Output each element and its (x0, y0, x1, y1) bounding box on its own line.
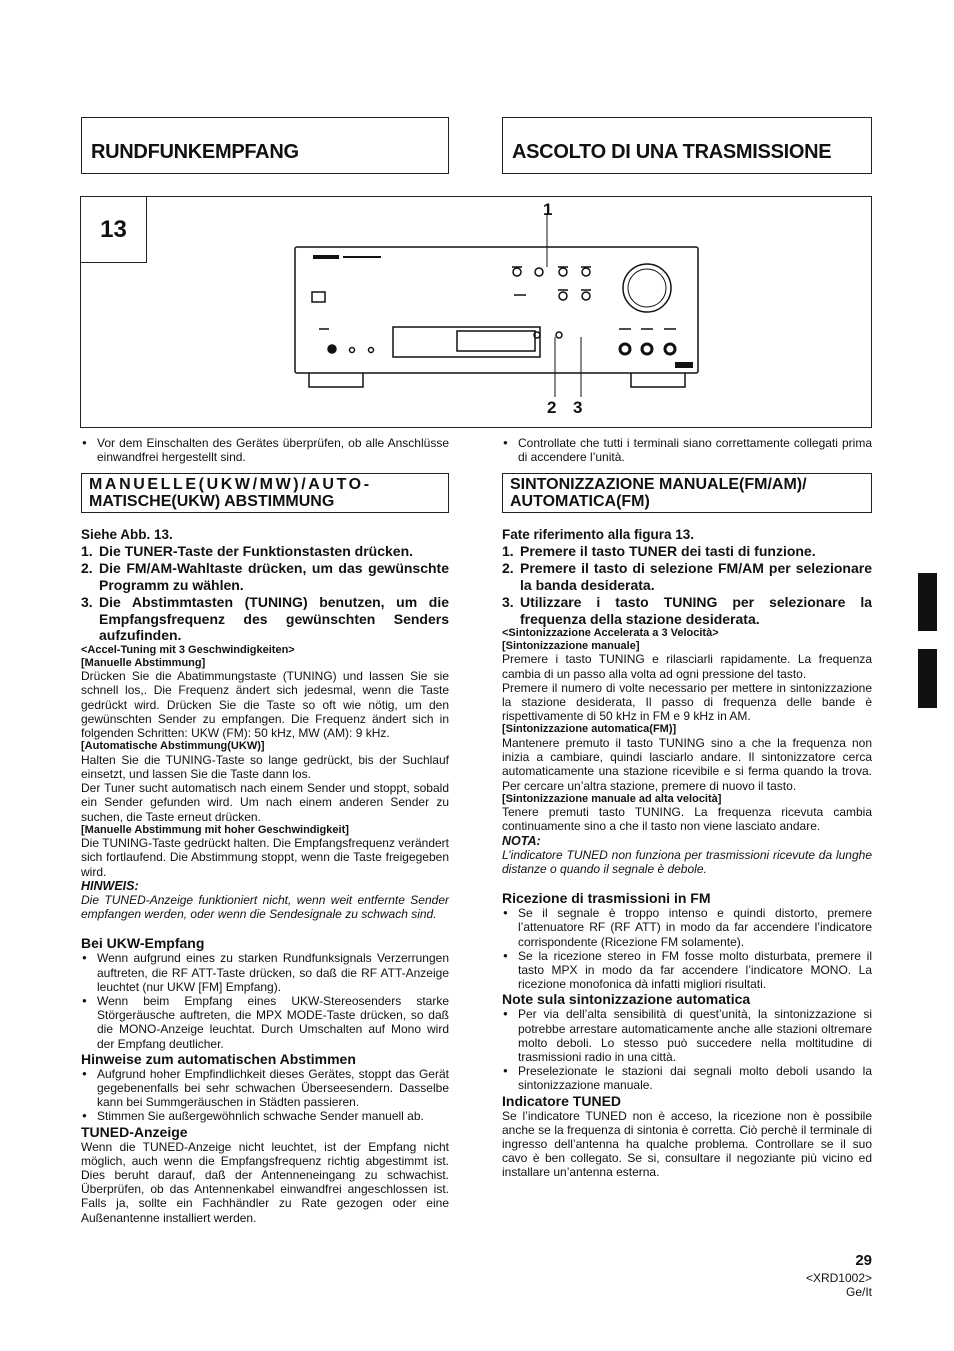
step-3: 3. Utilizzare i tasto TUNING per selezionare la frequenza della stazione desiderata. (502, 593, 872, 627)
step-2: 2. Premere il tasto di selezione FM/AM per selezionare la banda desiderata. (502, 560, 872, 593)
title-box-italian (502, 117, 872, 174)
note-heading: HINWEIS: (81, 878, 139, 893)
subheading: [Automatische Abstimmung(UKW)] (81, 740, 265, 753)
note-text: Die TUNED-Anzeige funktioniert nicht, wenn weit entfernte Sender empfangen werden, oder wenn die Sendesignale zu schwach sind. (81, 893, 449, 922)
heading-tuned: TUNED-Anzeige (81, 1123, 188, 1140)
list-item: ● Aufgrund hoher Empfindlichkeit dieses Gerätes, stoppt das Gerät gegebenenfalls bei sehr schwachen Überseesendern. Dasselbe kann bei Summgeräuschen in Städten passieren. (81, 1067, 449, 1110)
thumb-tab (918, 649, 937, 708)
see-figure: Fate riferimento alla figura 13. (502, 527, 695, 543)
page-number: 29 (855, 1252, 872, 1269)
title-italian: ASCOLTO DI UNA TRASMISSIONE (512, 141, 832, 163)
step-2: 2. Die FM/AM-Wahltaste drücken, um das gewünschte Programm zu wählen. (81, 560, 449, 593)
heading-auto: Hinweise zum automatischen Abstimmen (81, 1050, 356, 1067)
title-box-german (81, 117, 449, 174)
paragraph: Wenn die TUNED-Anzeige nicht leuchtet, ist der Empfang nicht möglich, auch wenn die Empfangsfrequenz richtig abgestimmt ist. Dies beruht darauf, daß der Antenneneingang zu schwachist. Überprüfen, ob das Antennenkabel einwandfrei angeschlossen ist. Falls ja, sollte ein Fachhändler zu Rate gezogen oder eine Außenantenne installiert werden. (81, 1139, 449, 1225)
heading-ukw: Bei UKW-Empfang (81, 935, 205, 952)
list-item: ● Stimmen Sie außergewöhnlich schwache Sender manuell ab. (81, 1109, 449, 1123)
document-code: <XRD1002> Ge/It (805, 1271, 872, 1299)
heading-fm: Ricezione di trasmissioni in FM (502, 890, 711, 907)
subheading: [Sintonizzazione manuale] (502, 639, 640, 652)
subheading: [Manuelle Abstimmung] (81, 656, 206, 669)
subheading: [Sintonizzazione manuale ad alta velocità] (502, 792, 722, 805)
section-heading-italian: SINTONIZZAZIONE MANUALE(FM/AM)/ AUTOMATICA(FM) (502, 473, 872, 513)
paragraph: Se l’indicatore TUNED non è acceso, la ricezione non è possibile anche se la frequenza di sintonia è corretta. Ciò perchè il terminale di ingresso dell’antenna ha qualche problema. Controllare se il suo cavo è ben collegato. Se si, consultare il negoziante più vicino ed installare un’antenna esterna. (502, 1108, 872, 1180)
subheading: [Manuelle Abstimmung mit hoher Geschwindigkeit] (81, 823, 349, 836)
german-column (81, 436, 449, 1225)
step-1: 1. Die TUNER-Taste der Funktionstasten drücken. (81, 543, 414, 560)
paragraph: Premere i tasto TUNING e rilasciarli rapidamente. La frequenza cambia di un passo alla volta ad ogni pressione del tasto. (502, 652, 872, 681)
intro-bullet: ● Vor dem Einschalten des Gerätes überprüfen, ob alle Anschlüsse einwandfrei hergestellt sind. (81, 436, 449, 464)
intro-bullet: ● Controllate che tutti i terminali siano correttamente collegati prima di accendere l’unità. (502, 436, 872, 464)
list-item: ● Wenn aufgrund eines zu starken Rundfunksignals Verzerrungen auftreten, die RF ATT-Taste drücken, so daß die RF ATT-Anzeige leuchtet (nur UKW [FM] Empfang). (81, 951, 449, 994)
note-text: L’indicatore TUNED non funziona per trasmissioni ricevute da lunghe distanze o quando il segnale è debole. (502, 847, 872, 877)
callout-1: 1 (543, 200, 553, 219)
thumb-tab (918, 573, 937, 631)
list-item: ● Per via dell’alta sensibilità di quest’unità, la sintonizzazione si potrebbe arrestare automaticamente anche alle stazioni oltremare molto deboli. Lo stesso può succedere nella moltitudine di trasmissioni radio in una città. (502, 1007, 872, 1064)
subheading: <Accel-Tuning mit 3 Geschwindigkeiten> (81, 644, 295, 657)
subheading: <Sintonizzazione Accelerata a 3 Velocità> (502, 627, 719, 640)
figure-number: 13 (81, 197, 147, 263)
paragraph: Tenere premuti tasto TUNING. La frequenza ricevuta cambia continuamente sino a che il tasto non viene lasciato andare. (502, 805, 872, 834)
see-figure: Siehe Abb. 13. (81, 527, 173, 543)
paragraph: Der Tuner sucht automatisch nach einem Sender und stoppt, sobald ein Sender gefunden wird. Um nach einem anderen Sender zu suchen, die Taste erneut drücken. (81, 781, 449, 824)
heading-tuned: Indicatore TUNED (502, 1092, 622, 1109)
heading-auto: Note sula sintonizzazione automatica (502, 991, 751, 1008)
figure-13 (80, 196, 872, 428)
list-item: ● Se il segnale è troppo intenso e quindi distorto, premere l’attenuatore RF (RF ATT) in modo da far accendere l’indicatore corrispondente (Ricezione FM solamente). (502, 906, 872, 949)
callout-2: 2 (547, 398, 557, 417)
step-3: 3. Die Abstimmtasten (TUNING) benutzen, um die Empfangsfrequenz des gewünschten Senders aufzufinden. (81, 593, 449, 644)
italian-column (502, 436, 872, 1180)
paragraph: Halten Sie die TUNING-Taste so lange gedrückt, bis der Suchlauf einsetzt, und lassen Sie die Taste dann los. (81, 752, 449, 781)
list-item: ● Se la ricezione stereo in FM fosse molto disturbata, premere il tasto MPX in modo da far accendere l’indicatore MONO. La ricezione monofonica dà infatti migliori risultati. (502, 949, 872, 992)
list-item: ● Preselezionate le stazioni dai segnali molto deboli usando la sintonizzazione manuale. (502, 1064, 872, 1092)
paragraph: Premere il numero di volte necessario per mettere in sintonizzazione la stazione desiderata, Il passo di frequenza delle bande è rispettivamente di 50 kHz in FM e 9 kHz in AM. (502, 680, 872, 724)
step-1: 1. Premere il tasto TUNER dei tasti di funzione. (502, 543, 816, 560)
list-item: ● Wenn beim Empfang eines UKW-Stereosenders starke Störgeräusche auftreten, die MPX MODE-Taste drücken, so daß die MONO-Anzeige leuchtat. Durch Umschalten auf Mono wird der Empfang deutlicher. (81, 994, 449, 1051)
paragraph: Die TUNING-Taste gedrückt halten. Die Empfangsfrequenz verändert sich fortlaufend. Die Abstimmung stoppt, wenn die Taste freigegeben wird. (81, 836, 449, 879)
section-heading-german: MANUELLE(UKW/MW)/AUTO- MATISCHE(UKW) ABSTIMMUNG (81, 473, 449, 513)
subheading: [Sintonizzazione automatica(FM)] (502, 723, 677, 736)
note-heading: NOTA: (502, 833, 541, 848)
paragraph: Drücken Sie die Abatimmungstaste (TUNING) und lassen Sie sie schnell los,. Die Frequenz ändert sich jedesmal, wenn die Taste gedrückt wird. Drücken Sie die Taste so oft wie nötig, um den gewünschten Sender zu empfangen. Die Frequenz ändert sich in folgenden Schritten: UKW (FM): 50 kHz, MW (AM): 9 kHz. (81, 669, 449, 740)
callout-3: 3 (573, 398, 583, 417)
title-german: RUNDFUNKEMPFANG (91, 141, 299, 163)
paragraph: Mantenere premuto il tasto TUNING sino a che la frequenza non inizia a cambiare, quindi lasciarlo andare. Il sintonizzatore cerca automaticamente una stazione ricevibile e si ferma quando la trova. Per cercare un’altra stazione, premere di nuovo il tasto. (502, 735, 872, 793)
receiver-illustration (81, 197, 871, 427)
